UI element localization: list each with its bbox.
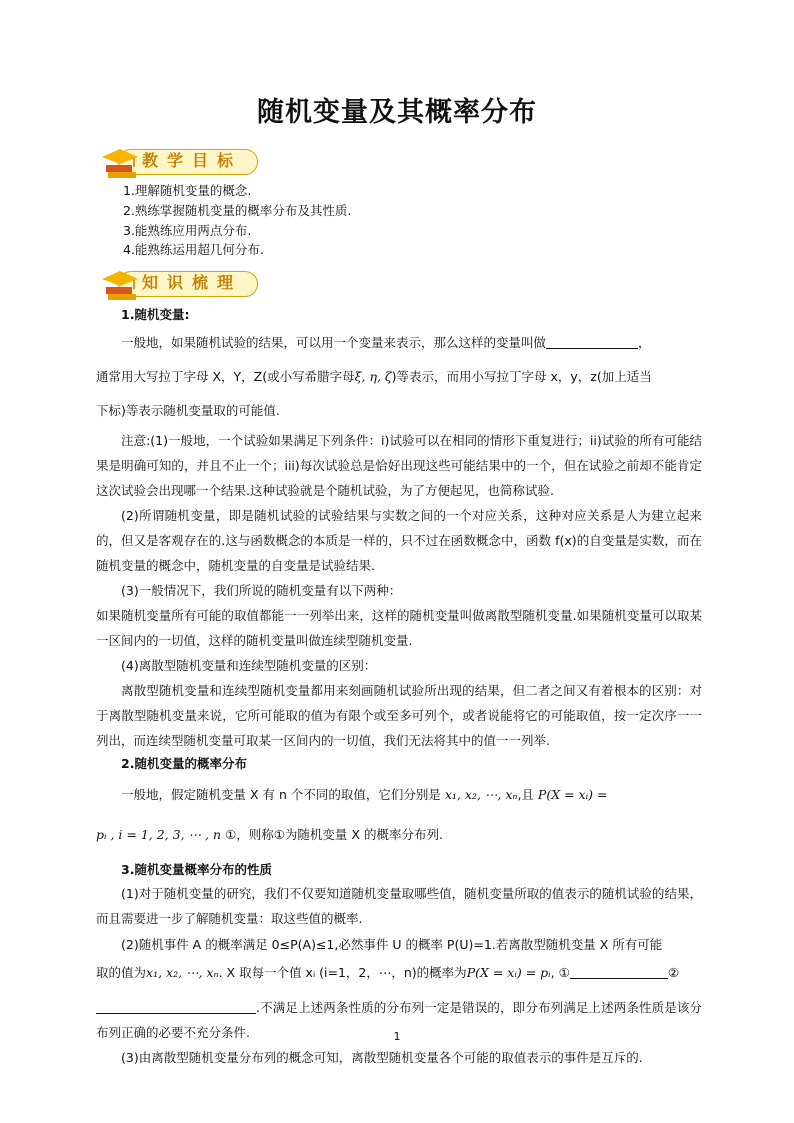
- page-title: 随机变量及其概率分布: [257, 97, 537, 128]
- goal-item: 3.能熟练应用两点分布.: [123, 222, 252, 238]
- paragraph: 一般地，假定随机变量 X 有 n 个不同的取值，它们分别是 x₁, x₂, ⋯, xₙ,且 P(X = xᵢ) =: [121, 787, 608, 802]
- formula: pᵢ , i = 1, 2, 3, ⋯ , n: [96, 827, 222, 842]
- goal-item: 4.能熟练运用超几何分布.: [123, 242, 264, 258]
- paragraph: 一般地，如果随机试验的结果，可以用一个变量来表示，那么这样的变量叫做 ，: [121, 335, 651, 350]
- note-1: 注意:(1)一般地，一个试验如果满足下列条件：i)试验可以在相同的情形下重复进行；ii)试验的所有可能结果是明确可知的，并且不止一个；iii)每次试验总是恰好出现这些可能结果中的一个，但在试验之前却不能肯定这次试验会出现哪一个结果.这种试验就是个随机试验，为了方便起见，也简称试验.: [96, 433, 702, 498]
- paragraph: 取的值为x₁, x₂, ⋯, xₙ. X 取每一个值 xᵢ (i=1，2，⋯，n)的概率为P(X = xᵢ) = pᵢ, ① ②: [96, 965, 680, 980]
- banner-label: 教学目标: [142, 151, 243, 170]
- paragraph: .不满足上述两条性质的分布列一定是错误的，即分布列满足上述两条性质是该分布列正确的必要不充分条件.: [96, 1000, 702, 1040]
- note-4: (4)离散型随机变量和连续型随机变量的区别：: [121, 658, 377, 673]
- paragraph: (1)对于随机变量的研究，我们不仅要知道随机变量取哪些值，随机变量所取的值表示的随机试验的结果，而且需要进一步了解随机变量：取这些值的概率.: [96, 886, 702, 926]
- note-2: (2)所谓随机变量，即是随机试验的试验结果与实数之间的一个对应关系，这种对应关系是人为建立起来的，但又是客观存在的.这与函数概念的本质是一样的，只不过在函数概念中，函数 f(x)的自变量是实数，而在随机变量的概念中，随机变量的自变量是试验结果.: [96, 508, 702, 573]
- paragraph: 通常用大写拉丁字母 X，Y，Z(或小写希腊字母ξ, η, ζ)等表示，而用小写拉丁字母 x，y，z(加上适当: [96, 369, 652, 384]
- banner-label: 知识梳理: [142, 273, 243, 292]
- section-heading-properties: 3.随机变量概率分布的性质: [121, 862, 272, 877]
- formula: x₁, x₂, ⋯, xₙ: [146, 965, 219, 980]
- fill-blank: [96, 999, 256, 1014]
- page-number: 1: [393, 1030, 401, 1043]
- section-heading-random-variable: 1.随机变量:: [121, 307, 190, 322]
- paragraph: (3)由离散型随机变量分布列的概念可知，离散型随机变量各个可能的取值表示的事件是互斥的.: [121, 1050, 643, 1065]
- paragraph: (2)随机事件 A 的概率满足 0≤P(A)≤1,必然事件 U 的概率 P(U)=1.若离散型随机变量 X 所有可能: [121, 937, 663, 952]
- goal-item: 2.熟练掌握随机变量的概率分布及其性质.: [123, 202, 352, 218]
- fill-blank: [546, 334, 638, 349]
- section-banner-knowledge: [98, 265, 268, 305]
- note-4-body: 离散型随机变量和连续型随机变量都用来刻画随机试验所出现的结果，但二者之间又有着根本的区别：对于离散型随机变量来说，它所可能取的值为有限个或至多可列个，或者说能将它的可能取值，按一定次序一一列出，而连续型随机变量可取某一区间内的一切值，我们无法将其中的值一一列举.: [96, 683, 702, 748]
- note-3: (3)一般情况下，我们所说的随机变量有以下两种：: [121, 583, 402, 598]
- graduation-cap-icon: [98, 265, 148, 305]
- fill-blank: [570, 964, 668, 979]
- paragraph: pᵢ , i = 1, 2, 3, ⋯ , n ①，则称①为随机变量 X 的概率分布列.: [96, 827, 443, 842]
- goals-list: [123, 181, 351, 260]
- formula: x₁, x₂, ⋯, xₙ: [444, 787, 518, 802]
- formula: P(X = xᵢ) = pᵢ: [466, 965, 551, 980]
- section-banner-goals: [98, 143, 268, 183]
- graduation-cap-icon: [98, 143, 148, 183]
- greek-symbols: ξ, η, ζ: [354, 369, 392, 384]
- section-heading-distribution: 2.随机变量的概率分布: [121, 756, 247, 771]
- goal-item: 1.理解随机变量的概念.: [123, 183, 252, 198]
- formula: P(X = xᵢ) =: [537, 787, 608, 802]
- paragraph: 下标)等表示随机变量取的可能值.: [96, 403, 280, 418]
- main-content: [96, 304, 702, 1070]
- note-3-body: 如果随机变量所有可能的取值都能一一列举出来，这样的随机变量叫做离散型随机变量.如果随机变量可以取某一区间内的一切值，这样的随机变量叫做连续型随机变量.: [96, 608, 702, 648]
